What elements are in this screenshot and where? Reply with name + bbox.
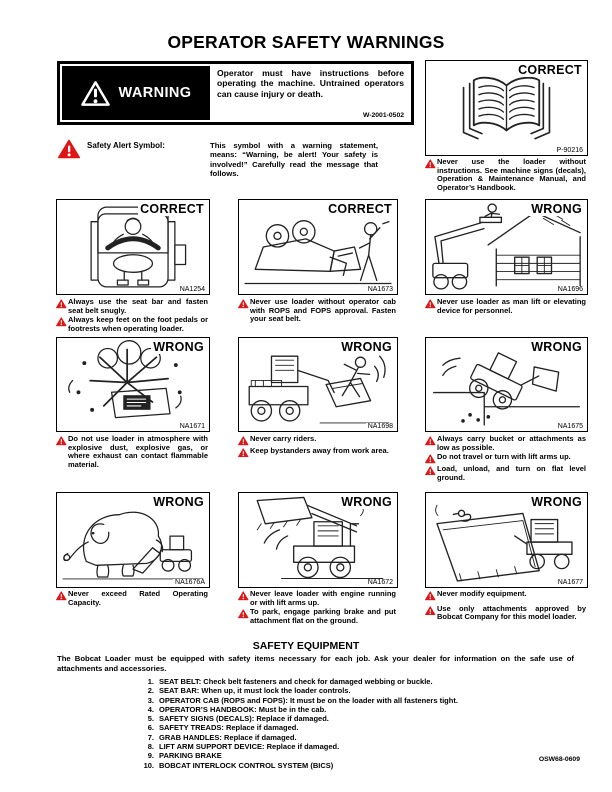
- safety-alert-triangle-icon: [56, 435, 68, 446]
- figure-id: NA1673: [367, 286, 393, 293]
- safety-alert-triangle-icon: [238, 608, 250, 619]
- safety-alert-triangle-icon: [238, 298, 250, 309]
- panel-rops-fops: [238, 199, 398, 295]
- list-item-text: GRAB HANDLES: Replace if damaged.: [159, 732, 297, 742]
- safety-alert-triangle-icon: [425, 453, 437, 464]
- panel-man-lift: [425, 199, 588, 295]
- safety-alert-triangle-icon: [425, 158, 437, 169]
- list-item: [56, 723, 536, 732]
- warning-banner: [57, 61, 414, 125]
- figure-id: NA1677: [557, 579, 583, 586]
- list-item: [56, 677, 536, 686]
- panel-verdict: CORRECT: [140, 202, 204, 216]
- caption-text: Never use loader without operator cab with ROPS and FOPS approval. Fasten your seat belt.: [250, 297, 396, 324]
- panel-verdict: WRONG: [341, 495, 392, 509]
- panel-never-leave-running: [238, 492, 398, 588]
- panel-verdict: CORRECT: [518, 63, 582, 77]
- safety-alert-triangle-icon: [238, 447, 250, 458]
- warning-banner-black-block: [62, 66, 210, 120]
- figure-id: NA1672: [367, 579, 393, 586]
- list-item-number: 10.: [143, 760, 154, 770]
- safety-alert-label: Safety Alert Symbol:: [87, 141, 165, 150]
- safety-alert-triangle-icon: [56, 590, 68, 601]
- safety-equipment-list: [56, 677, 536, 770]
- caption-text: Never use the loader without instructions. See machine signs (decals), Operation & Maintenance Manual, and Operator’s Handbook.: [437, 157, 586, 193]
- list-item-number: 2.: [147, 686, 154, 696]
- list-item-text: SEAT BAR: When up, it must lock the loader controls.: [159, 686, 351, 696]
- panel-verdict: WRONG: [531, 340, 582, 354]
- warning-banner-text: Operator must have instructions before operating the machine. Untrained operators can cause injury or death.: [217, 68, 404, 99]
- panel-never-leave-caption: [238, 590, 396, 627]
- caption-text: Never leave loader with engine running or with lift arms up.: [250, 589, 396, 607]
- safety-alert-triangle-icon: [425, 465, 437, 476]
- warning-banner-code: W-2001-0502: [362, 112, 404, 119]
- safety-alert-triangle-icon: [425, 605, 437, 616]
- safety-alert-triangle-icon: [58, 139, 80, 159]
- caption-text: Keep bystanders away from work area.: [250, 445, 389, 455]
- panel-rops-fops-caption: [238, 298, 396, 325]
- caption-text: Always use the seat bar and fasten seat belt snugly.: [68, 297, 208, 315]
- panel-no-riders-caption: [238, 435, 396, 458]
- list-item: [56, 705, 536, 714]
- panel-handbook-caption: [425, 158, 586, 194]
- list-item: [56, 733, 536, 742]
- panel-verdict: WRONG: [531, 202, 582, 216]
- list-item-number: 6.: [147, 723, 154, 733]
- caption-text: Use only attachments approved by Bobcat Company for this model loader.: [437, 603, 586, 622]
- panel-verdict: WRONG: [153, 495, 204, 509]
- list-item-number: 9.: [147, 751, 154, 761]
- list-item: [56, 714, 536, 723]
- list-item-text: SAFETY TREADS: Replace if damaged.: [159, 723, 299, 733]
- panel-seat-bar-caption: [56, 298, 208, 335]
- list-item-text: SAFETY SIGNS (DECALS): Replace if damaged.: [159, 714, 329, 724]
- safety-equipment-heading: SAFETY EQUIPMENT: [252, 640, 360, 652]
- safety-alert-triangle-icon: [238, 435, 250, 446]
- panel-no-riders: [238, 337, 398, 432]
- safety-alert-triangle-icon: [425, 298, 437, 309]
- caption-text: Never carry riders.: [250, 434, 317, 443]
- list-item: [56, 751, 536, 760]
- warning-banner-body: [210, 66, 409, 120]
- panel-seat-bar: [56, 199, 210, 295]
- caption-text: Load, unload, and turn on flat level ground.: [437, 463, 586, 482]
- caption-text: Do not use loader in atmosphere with explosive dust, explosive gas, or where exhaust can contact flammable material.: [68, 434, 208, 470]
- list-item: [56, 686, 536, 695]
- panel-verdict: WRONG: [153, 340, 204, 354]
- warning-triangle-icon: [81, 80, 110, 107]
- panel-explosive-caption: [56, 435, 208, 471]
- list-item-number: 7.: [147, 732, 154, 742]
- safety-alert-text: This symbol with a warning statement, means: “Warning, be alert! Your safety is involved!” Carefully read the message that follows.: [210, 141, 378, 179]
- safety-alert-triangle-icon: [56, 298, 68, 309]
- caption-text: To park, engage parking brake and put attachment flat on the ground.: [250, 607, 396, 626]
- caption-text: Do not travel or turn with lift arms up.: [437, 452, 571, 462]
- list-item: [56, 761, 536, 770]
- list-item-text: OPERATOR CAB (ROPS and FOPS): It must be on the loader with all fasteners tight.: [159, 695, 458, 705]
- figure-id: NA1698: [367, 423, 393, 430]
- panel-no-modify: [425, 492, 588, 588]
- caption-text: Always carry bucket or attachments as low as possible.: [437, 434, 586, 452]
- panel-verdict: CORRECT: [328, 202, 392, 216]
- list-item-text: OPERATOR’S HANDBOOK: Must be in the cab.: [159, 704, 327, 714]
- safety-alert-triangle-icon: [238, 590, 250, 601]
- figure-id: NA1671: [179, 423, 205, 430]
- figure-id: P-90216: [556, 147, 583, 154]
- figure-id: NA1696: [557, 286, 583, 293]
- figure-id: NA1675: [557, 423, 583, 430]
- caption-text: Always keep feet on the foot pedals or footrests when operating loader.: [68, 315, 208, 334]
- caption-text: Never exceed Rated Operating Capacity.: [68, 589, 208, 607]
- list-item-number: 8.: [147, 742, 154, 752]
- panel-rated-capacity: [56, 492, 210, 588]
- panel-no-modify-caption: [425, 590, 586, 623]
- list-item: [56, 696, 536, 705]
- panel-explosive-atmosphere: [56, 337, 210, 432]
- safety-equipment-intro: The Bobcat Loader must be equipped with safety items necessary for each job. Ask your dealer for information on the safe use of attachments and accessories.: [57, 654, 574, 673]
- panel-carry-low: [425, 337, 588, 432]
- warning-banner-label: WARNING: [118, 85, 192, 101]
- panel-man-lift-caption: [425, 298, 586, 316]
- panel-handbook: [425, 60, 588, 156]
- list-item-text: LIFT ARM SUPPORT DEVICE: Replace if damaged.: [159, 742, 340, 752]
- safety-alert-triangle-icon: [425, 590, 437, 601]
- caption-text: Never modify equipment.: [437, 589, 527, 598]
- caption-text: Never use loader as man lift or elevating device for personnel.: [437, 297, 586, 315]
- form-code: OSW68-0609: [538, 756, 580, 763]
- list-item-number: 5.: [147, 714, 154, 724]
- list-item-number: 1.: [147, 677, 154, 686]
- panel-carry-low-caption: [425, 435, 586, 483]
- list-item-number: 3.: [147, 695, 154, 705]
- list-item-number: 4.: [147, 704, 154, 714]
- page-title: OPERATOR SAFETY WARNINGS: [167, 32, 445, 52]
- list-item: [56, 742, 536, 751]
- panel-rated-capacity-caption: [56, 590, 208, 608]
- panel-verdict: WRONG: [341, 340, 392, 354]
- figure-id: NA1254: [179, 286, 205, 293]
- list-item-text: SEAT BELT: Check belt fasteners and check for damaged webbing or buckle.: [159, 677, 433, 686]
- figure-id: NA1676A: [175, 579, 205, 586]
- list-item-text: PARKING BRAKE: [159, 751, 222, 761]
- list-item-text: BOBCAT INTERLOCK CONTROL SYSTEM (BICS): [159, 760, 334, 770]
- safety-alert-triangle-icon: [425, 435, 437, 446]
- panel-verdict: WRONG: [531, 495, 582, 509]
- safety-alert-triangle-icon: [56, 316, 68, 327]
